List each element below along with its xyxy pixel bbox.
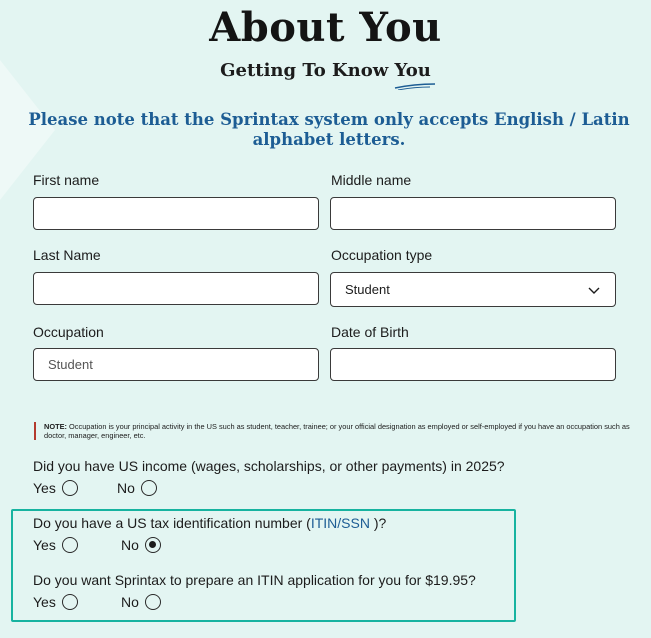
occupation-type-select[interactable] — [330, 272, 616, 307]
tax-id-no-option[interactable] — [121, 537, 161, 553]
tax-id-no-radio[interactable] — [145, 537, 161, 553]
occupation-note — [34, 422, 634, 440]
itin-application-question: Do you want Sprintax to prepare an ITIN application for you for $19.95? — [33, 572, 476, 588]
us-income-no-option[interactable] — [117, 480, 157, 496]
date-of-birth-input[interactable] — [330, 348, 616, 381]
yes-label: Yes — [33, 537, 56, 553]
no-label: No — [121, 594, 139, 610]
occupation-input[interactable] — [33, 348, 319, 381]
last-name-input[interactable] — [33, 272, 319, 305]
us-income-no-radio[interactable] — [141, 480, 157, 496]
middle-name-label: Middle name — [331, 172, 412, 188]
occupation-label: Occupation — [33, 324, 104, 340]
itin-application-no-option[interactable] — [121, 594, 161, 610]
last-name-label: Last Name — [33, 247, 101, 263]
occupation-type-selected-value: Student — [345, 282, 390, 297]
itin-ssn-link[interactable]: ITIN/SSN — [310, 515, 370, 531]
tax-id-yes-option[interactable] — [33, 537, 78, 553]
latin-alphabet-notice: Please note that the Sprintax system only accepts English / Latin alphabet letters. — [28, 110, 630, 149]
page-title: About You — [209, 4, 442, 51]
tax-id-question-text: Do you have a US tax identification number ( — [33, 515, 311, 531]
yes-label: Yes — [33, 594, 56, 610]
tax-id-yes-radio[interactable] — [62, 537, 78, 553]
first-name-label: First name — [33, 172, 100, 188]
yes-label: Yes — [33, 480, 56, 496]
chevron-down-icon — [587, 283, 601, 297]
note-text: Occupation is your principal activity in the US such as student, teacher, trainee; or your official designation as employed or self-employed if you have an occupation such as doctor, manager, engineer, etc. — [44, 422, 630, 440]
subtitle-underline-decoration — [394, 82, 436, 90]
first-name-input[interactable] — [33, 197, 319, 230]
itin-application-yes-option[interactable] — [33, 594, 78, 610]
occupation-type-label: Occupation type — [331, 247, 433, 263]
note-prefix: NOTE: — [44, 422, 67, 431]
middle-name-input[interactable] — [330, 197, 616, 230]
itin-application-no-radio[interactable] — [145, 594, 161, 610]
us-income-yes-option[interactable] — [33, 480, 78, 496]
us-income-yes-radio[interactable] — [62, 480, 78, 496]
itin-application-yes-radio[interactable] — [62, 594, 78, 610]
tax-id-question-end: )? — [369, 515, 387, 531]
no-label: No — [117, 480, 135, 496]
page-subtitle: Getting To Know You — [220, 60, 431, 81]
no-label: No — [121, 537, 139, 553]
tax-id-question — [33, 515, 386, 531]
us-income-question: Did you have US income (wages, scholarships, or other payments) in 2025? — [33, 458, 505, 474]
date-of-birth-label: Date of Birth — [331, 324, 409, 340]
